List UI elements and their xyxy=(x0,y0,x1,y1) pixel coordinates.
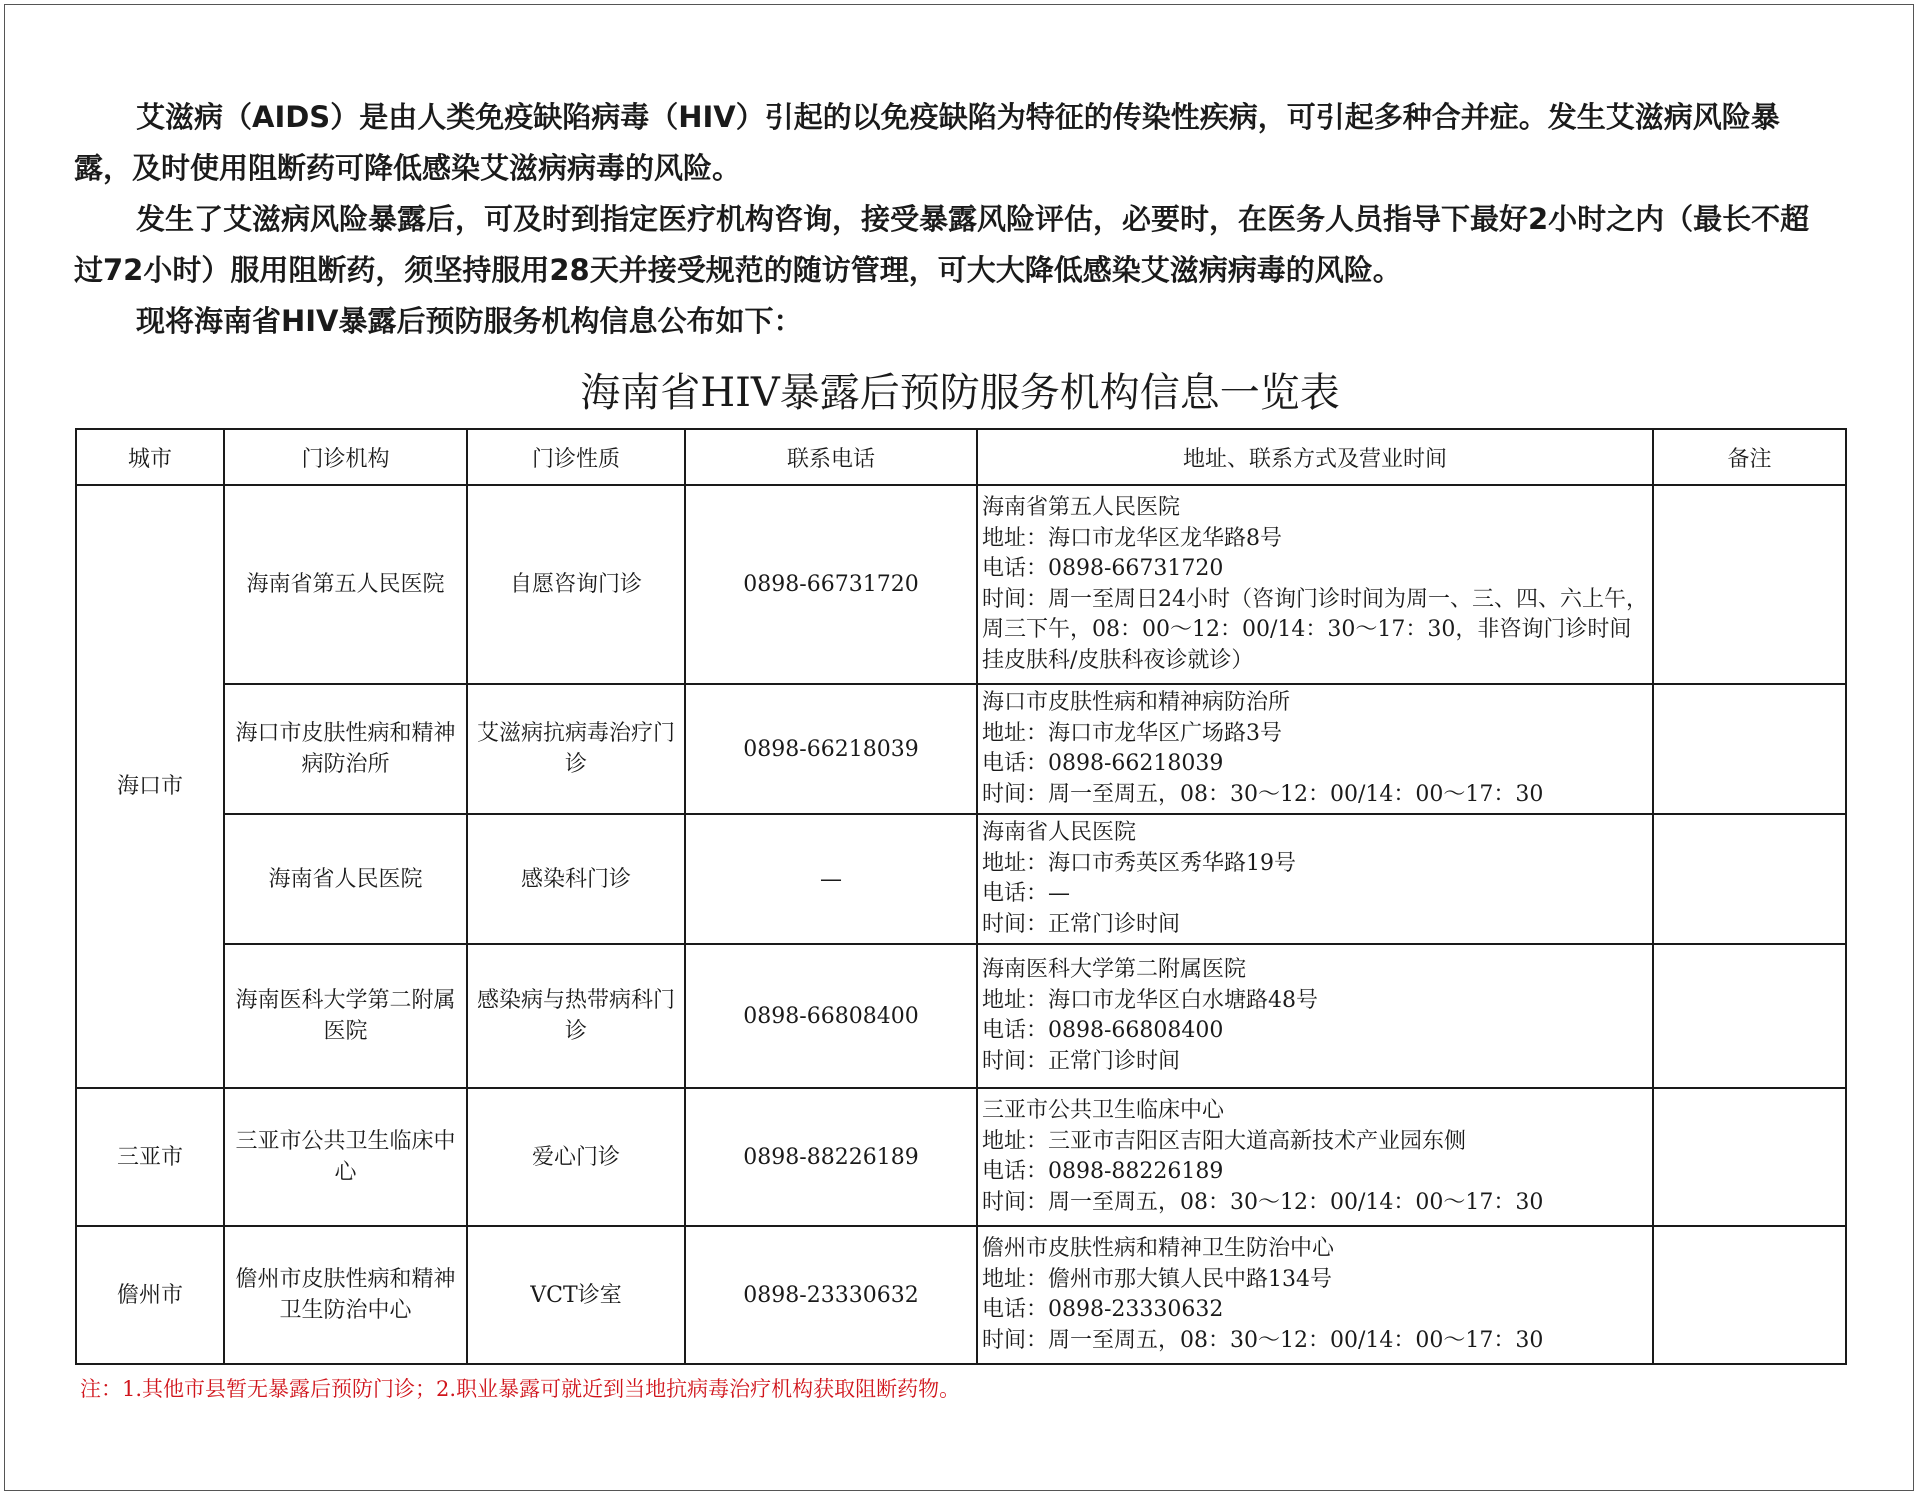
clinic-type-cell: 爱心门诊 xyxy=(467,1088,685,1226)
remark-cell xyxy=(1653,944,1846,1088)
remark-cell xyxy=(1653,485,1846,684)
institution-cell: 儋州市皮肤性病和精神卫生防治中心 xyxy=(224,1226,467,1364)
institution-cell: 海南医科大学第二附属医院 xyxy=(224,944,467,1088)
address-line: 地址：三亚市吉阳区吉阳大道高新技术产业园东侧 xyxy=(982,1128,1467,1154)
address-line: 地址：海口市龙华区广场路3号 xyxy=(982,720,1282,746)
table-row xyxy=(76,814,1846,944)
remark-cell xyxy=(1653,684,1846,814)
city-cell: 三亚市 xyxy=(76,1088,224,1226)
address-cell xyxy=(977,944,1653,1088)
table-row xyxy=(76,684,1846,814)
address-line: 地址：海口市秀英区秀华路19号 xyxy=(982,850,1296,876)
institution-cell: 三亚市公共卫生临床中心 xyxy=(224,1088,467,1226)
address-line: 地址：儋州市那大镇人民中路134号 xyxy=(982,1266,1332,1292)
city-cell: 海口市 xyxy=(76,485,224,1088)
intro-paragraph-3: 现将海南省HIV暴露后预防服务机构信息公布如下： xyxy=(136,304,803,338)
address-time: 时间：周一至周五，08：30～12：00/14：00～17：30 xyxy=(982,781,1544,807)
institution-cell: 海南省第五人民医院 xyxy=(224,485,467,684)
address-time: 时间：周一至周五，08：30～12：00/14：00～17：30 xyxy=(982,1327,1544,1353)
remark-cell xyxy=(1653,1226,1846,1364)
address-cell xyxy=(977,814,1653,944)
phone-cell: 0898-23330632 xyxy=(685,1226,977,1364)
table-title: 海南省HIV暴露后预防服务机构信息一览表 xyxy=(580,370,1340,416)
address-phone: 电话：— xyxy=(982,881,1071,906)
address-name: 儋州市皮肤性病和精神卫生防治中心 xyxy=(982,1236,1335,1261)
table-header-row xyxy=(76,429,1846,485)
address-cell xyxy=(977,485,1653,684)
address-name: 海南省第五人民医院 xyxy=(982,495,1181,520)
phone-cell: 0898-66808400 xyxy=(685,944,977,1088)
table-row xyxy=(76,485,1846,684)
address-phone: 电话：0898-66731720 xyxy=(982,556,1224,581)
address-time: 时间：正常门诊时间 xyxy=(982,1048,1181,1074)
intro-paragraph-1: 艾滋病（AIDS）是由人类免疫缺陷病毒（HIV）引起的以免疫缺陷为特征的传染性疾病，可引起多种合并症。发生艾滋病风险暴露，及时使用阻断药可降低感染艾滋病病毒的风险。 xyxy=(74,100,1780,185)
address-time: 时间：周一至周五，08：30～12：00/14：00～17：30 xyxy=(982,1189,1544,1215)
address-time: 时间：正常门诊时间 xyxy=(982,911,1181,937)
address-name: 三亚市公共卫生临床中心 xyxy=(982,1098,1225,1123)
clinic-type-cell: VCT诊室 xyxy=(467,1226,685,1364)
address-cell xyxy=(977,684,1653,814)
city-cell: 儋州市 xyxy=(76,1226,224,1364)
address-phone: 电话：0898-66218039 xyxy=(982,751,1224,776)
footnote: 注：1.其他市县暂无暴露后预防门诊；2.职业暴露可就近到当地抗病毒治疗机构获取阻断药物。 xyxy=(80,1377,961,1401)
address-cell xyxy=(977,1226,1653,1364)
phone-cell: 0898-88226189 xyxy=(685,1088,977,1226)
address-time: 时间：周一至周日24小时（咨询门诊时间为周一、三、四、六上午，周三下午，08：00～12：00/14：30～17：30，非咨询门诊时间挂皮肤科/皮肤科夜诊就诊） xyxy=(982,586,1648,673)
clinic-type-cell: 感染病与热带病科门诊 xyxy=(467,944,685,1088)
address-name: 海南医科大学第二附属医院 xyxy=(982,957,1247,982)
clinic-type-cell: 感染科门诊 xyxy=(467,814,685,944)
clinic-type-cell: 艾滋病抗病毒治疗门诊 xyxy=(467,684,685,814)
remark-cell xyxy=(1653,814,1846,944)
clinic-type-cell: 自愿咨询门诊 xyxy=(467,485,685,684)
header-phone: 联系电话 xyxy=(685,429,977,485)
address-name: 海南省人民医院 xyxy=(982,820,1137,845)
remark-cell xyxy=(1653,1088,1846,1226)
phone-cell: 0898-66731720 xyxy=(685,485,977,684)
address-name: 海口市皮肤性病和精神病防治所 xyxy=(982,690,1291,715)
intro-text xyxy=(74,92,1836,347)
table-row xyxy=(76,1088,1846,1226)
institution-cell: 海口市皮肤性病和精神病防治所 xyxy=(224,684,467,814)
header-city: 城市 xyxy=(76,429,224,485)
address-phone: 电话：0898-88226189 xyxy=(982,1159,1224,1184)
header-institution: 门诊机构 xyxy=(224,429,467,485)
intro-paragraph-2: 发生了艾滋病风险暴露后，可及时到指定医疗机构咨询，接受暴露风险评估，必要时，在医务人员指导下最好2小时之内（最长不超过72小时）服用阻断药，须坚持服用28天并接受规范的随访管理，可大大降低感染艾滋病病毒的风险。 xyxy=(74,202,1810,287)
table-row xyxy=(76,1226,1846,1364)
header-address: 地址、联系方式及营业时间 xyxy=(977,429,1653,485)
table-row xyxy=(76,944,1846,1088)
address-cell xyxy=(977,1088,1653,1226)
address-phone: 电话：0898-23330632 xyxy=(982,1297,1224,1322)
address-line: 地址：海口市龙华区白水塘路48号 xyxy=(982,987,1318,1013)
institution-cell: 海南省人民医院 xyxy=(224,814,467,944)
address-line: 地址：海口市龙华区龙华路8号 xyxy=(982,525,1282,551)
institution-table xyxy=(75,428,1847,1365)
header-remark: 备注 xyxy=(1653,429,1846,485)
header-clinic-type: 门诊性质 xyxy=(467,429,685,485)
address-phone: 电话：0898-66808400 xyxy=(982,1018,1224,1043)
phone-cell: — xyxy=(685,814,977,944)
phone-cell: 0898-66218039 xyxy=(685,684,977,814)
